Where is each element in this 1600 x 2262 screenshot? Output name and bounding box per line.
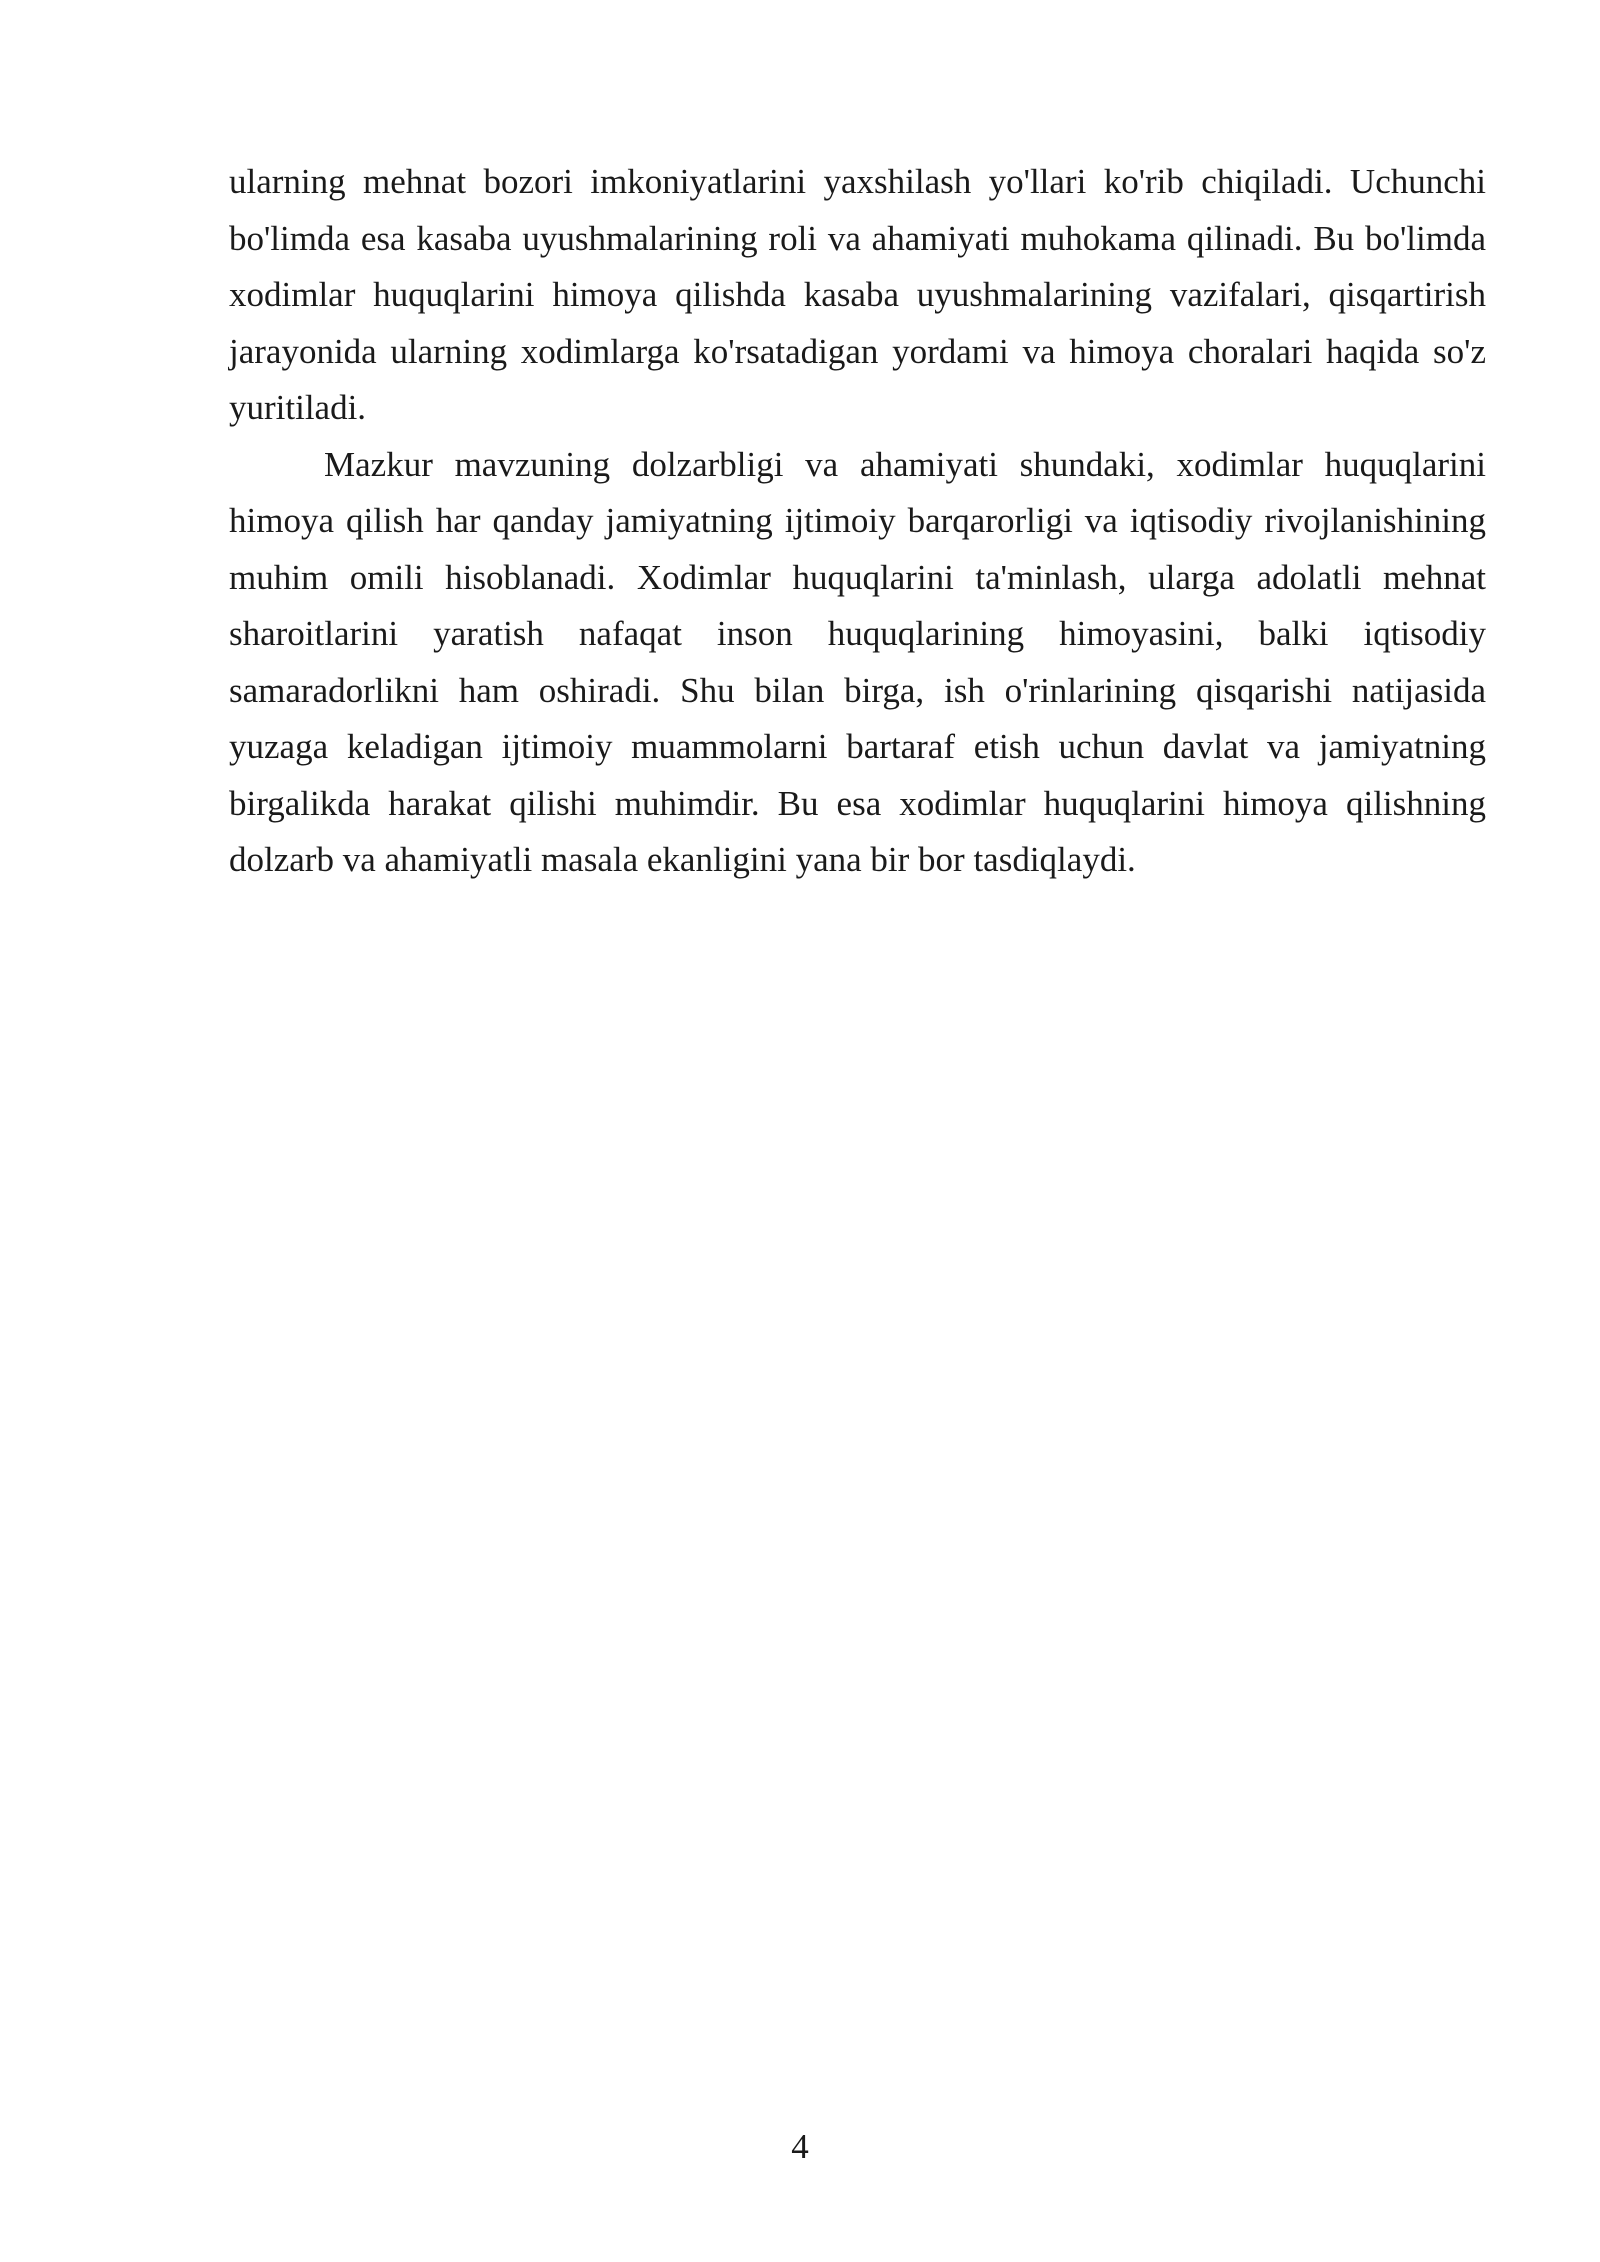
paragraph-relevance: Mazkur mavzuning dolzarbligi va ahamiyati shundaki, xodimlar huquqlarini himoya qilish har qanday jamiyatning ijtimoiy barqarorligi va iqtisodiy rivojlanishining muhim omili hisoblanadi. Xodimlar huquqlarini ta'minlash, ularga adolatli mehnat sharoitlarini yaratish nafaqat inson huquqlarining himoyasini, balki iqtisodiy samaradorlikni ham oshiradi. Shu bilan birga, ish o'rinlarining qisqarishi natijasida yuzaga keladigan ijtimoiy muammolarni bartaraf etish uchun davlat va jamiyatning birgalikda harakat qilishi muhimdir. Bu esa xodimlar huquqlarini himoya qilishning dolzarb va ahamiyatli masala ekanligini yana bir bor tasdiqlaydi.: [229, 444, 1486, 879]
paragraph-continuation: ularning mehnat bozori imkoniyatlarini yaxshilash yo'llari ko'rib chiqiladi. Uchunchi bo'limda esa kasaba uyushmalarining roli va ahamiyati muhokama qilinadi. Bu bo'limda xodimlar huquqlarini himoya qilishda kasaba uyushmalarining vazifalari, qisqartirish jarayonida ularning xodimlarga ko'rsatadigan yordami va himoya choralari haqida so'z yuritiladi.: [229, 162, 1486, 427]
page-number: 4: [791, 2127, 809, 2166]
body-text: [229, 154, 1486, 889]
